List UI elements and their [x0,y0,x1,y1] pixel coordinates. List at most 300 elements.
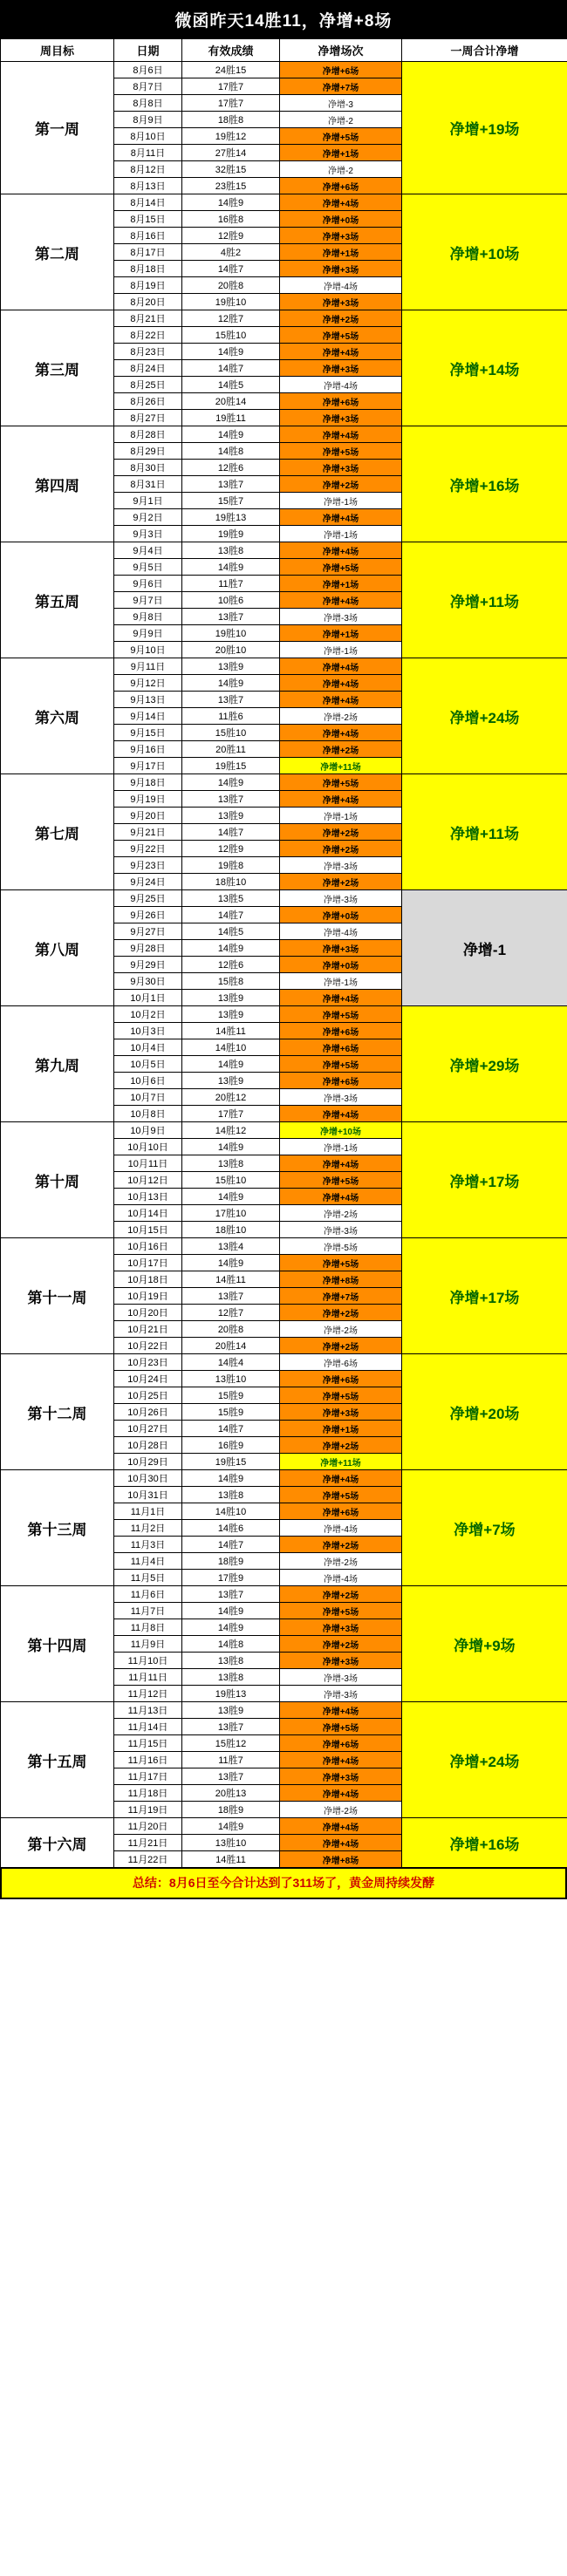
score-cell: 13胜7 [182,1768,280,1785]
net-change-cell: 净增+6场 [280,1023,402,1039]
score-cell: 14胜9 [182,774,280,791]
net-change-cell: 净增+6场 [280,1073,402,1089]
score-cell: 14胜9 [182,1603,280,1619]
score-cell: 14胜7 [182,1421,280,1437]
week-total-cell: 净增+10场 [402,194,567,310]
date-cell: 8月11日 [114,145,182,161]
table-row [1,1354,567,1371]
week-total-cell: 净增+24场 [402,1702,567,1818]
net-change-cell: 净增-3场 [280,857,402,874]
score-cell: 12胜6 [182,460,280,476]
date-cell: 9月11日 [114,658,182,675]
net-change-cell: 净增+2场 [280,1636,402,1653]
date-cell: 8月9日 [114,112,182,128]
date-cell: 10月17日 [114,1255,182,1271]
date-cell: 9月3日 [114,526,182,542]
date-cell: 8月22日 [114,327,182,344]
net-change-cell: 净增+4场 [280,344,402,360]
net-change-cell: 净增+1场 [280,576,402,592]
net-change-cell: 净增-4场 [280,1570,402,1586]
date-cell: 8月29日 [114,443,182,460]
date-cell: 10月10日 [114,1139,182,1155]
date-cell: 10月1日 [114,990,182,1006]
net-change-cell: 净增+2场 [280,310,402,327]
week-total-cell: 净增+14场 [402,310,567,426]
score-cell: 14胜7 [182,1537,280,1553]
score-cell: 14胜11 [182,1271,280,1288]
date-cell: 8月14日 [114,194,182,211]
week-label: 第四周 [1,426,114,542]
score-cell: 20胜12 [182,1089,280,1106]
net-change-cell: 净增+2场 [280,1305,402,1321]
net-change-cell: 净增-6场 [280,1354,402,1371]
net-change-cell: 净增+2场 [280,824,402,841]
table-row [1,542,567,559]
net-change-cell: 净增-3场 [280,1686,402,1702]
week-total-cell: 净增+11场 [402,542,567,658]
score-cell: 14胜9 [182,1139,280,1155]
date-cell: 8月8日 [114,95,182,112]
date-cell: 10月23日 [114,1354,182,1371]
week-label: 第十一周 [1,1238,114,1354]
date-cell: 10月30日 [114,1470,182,1487]
date-cell: 9月13日 [114,692,182,708]
net-change-cell: 净增+4场 [280,1818,402,1835]
week-label: 第七周 [1,774,114,890]
score-cell: 12胜9 [182,841,280,857]
score-cell: 14胜9 [182,344,280,360]
date-cell: 11月4日 [114,1553,182,1570]
date-cell: 9月5日 [114,559,182,576]
net-change-cell: 净增+5场 [280,559,402,576]
score-cell: 14胜9 [182,426,280,443]
date-cell: 8月12日 [114,161,182,178]
score-cell: 18胜9 [182,1553,280,1570]
score-cell: 17胜10 [182,1205,280,1222]
net-change-cell: 净增+6场 [280,62,402,78]
week-label: 第六周 [1,658,114,774]
date-cell: 10月28日 [114,1437,182,1454]
date-cell: 11月11日 [114,1669,182,1686]
net-change-cell: 净增+3场 [280,410,402,426]
score-cell: 18胜10 [182,874,280,890]
net-change-cell: 净增+0场 [280,211,402,228]
score-cell: 17胜7 [182,78,280,95]
net-change-cell: 净增-1场 [280,808,402,824]
date-cell: 10月31日 [114,1487,182,1503]
net-change-cell: 净增+8场 [280,1271,402,1288]
table-row [1,1818,567,1835]
date-cell: 11月15日 [114,1735,182,1752]
net-change-cell: 净增-2场 [280,1553,402,1570]
score-cell: 13胜8 [182,1653,280,1669]
date-cell: 8月17日 [114,244,182,261]
table-row [1,1586,567,1603]
net-change-cell: 净增+3场 [280,1619,402,1636]
net-change-cell: 净增-2场 [280,708,402,725]
score-cell: 13胜8 [182,1155,280,1172]
score-cell: 19胜10 [182,294,280,310]
net-change-cell: 净增+6场 [280,1039,402,1056]
date-cell: 10月11日 [114,1155,182,1172]
net-change-cell: 净增-2场 [280,1321,402,1338]
date-cell: 11月7日 [114,1603,182,1619]
date-cell: 10月19日 [114,1288,182,1305]
score-cell: 14胜9 [182,675,280,692]
score-cell: 14胜10 [182,1039,280,1056]
column-header-net: 净增场次 [280,39,402,62]
date-cell: 11月2日 [114,1520,182,1537]
score-cell: 19胜13 [182,509,280,526]
net-change-cell: 净增+4场 [280,692,402,708]
net-change-cell: 净增+5场 [280,1603,402,1619]
week-label: 第十二周 [1,1354,114,1470]
net-change-cell: 净增+0场 [280,957,402,973]
week-label: 第五周 [1,542,114,658]
net-change-cell: 净增+2场 [280,1437,402,1454]
date-cell: 9月28日 [114,940,182,957]
net-change-cell: 净增+6场 [280,393,402,410]
net-change-cell: 净增-3场 [280,890,402,907]
net-change-cell: 净增-4场 [280,277,402,294]
week-total-cell: 净增+17场 [402,1238,567,1354]
table-header [1,39,567,62]
score-cell: 16胜8 [182,211,280,228]
score-cell: 13胜7 [182,476,280,493]
date-cell: 9月29日 [114,957,182,973]
net-change-cell: 净增-1场 [280,973,402,990]
score-cell: 20胜11 [182,741,280,758]
net-change-cell: 净增+5场 [280,1719,402,1735]
date-cell: 9月8日 [114,609,182,625]
date-cell: 11月9日 [114,1636,182,1653]
net-change-cell: 净增+3场 [280,261,402,277]
score-cell: 32胜15 [182,161,280,178]
date-cell: 11月12日 [114,1686,182,1702]
score-cell: 19胜10 [182,625,280,642]
week-total-cell: 净增+9场 [402,1586,567,1702]
date-cell: 8月28日 [114,426,182,443]
score-cell: 13胜5 [182,890,280,907]
week-total-cell: 净增+17场 [402,1122,567,1238]
score-cell: 19胜12 [182,128,280,145]
net-change-cell: 净增+4场 [280,426,402,443]
date-cell: 10月20日 [114,1305,182,1321]
net-change-cell: 净增+4场 [280,1752,402,1768]
net-change-cell: 净增+5场 [280,128,402,145]
date-cell: 9月10日 [114,642,182,658]
table-row [1,774,567,791]
score-cell: 17胜7 [182,95,280,112]
date-cell: 11月22日 [114,1851,182,1868]
date-cell: 10月8日 [114,1106,182,1122]
net-change-cell: 净增-2 [280,112,402,128]
net-change-cell: 净增-3场 [280,1089,402,1106]
net-change-cell: 净增+3场 [280,1653,402,1669]
net-change-cell: 净增+10场 [280,1122,402,1139]
score-cell: 14胜9 [182,194,280,211]
score-cell: 14胜12 [182,1122,280,1139]
date-cell: 9月7日 [114,592,182,609]
score-cell: 11胜7 [182,1752,280,1768]
date-cell: 8月18日 [114,261,182,277]
score-cell: 11胜6 [182,708,280,725]
score-cell: 14胜4 [182,1354,280,1371]
column-header-date: 日期 [114,39,182,62]
net-change-cell: 净增+4场 [280,542,402,559]
date-cell: 11月18日 [114,1785,182,1802]
score-cell: 20胜8 [182,277,280,294]
date-cell: 8月6日 [114,62,182,78]
table-row [1,1122,567,1139]
week-total-cell: 净增+16场 [402,1818,567,1868]
net-change-cell: 净增+6场 [280,178,402,194]
net-change-cell: 净增+2场 [280,741,402,758]
date-cell: 11月10日 [114,1653,182,1669]
score-cell: 18胜8 [182,112,280,128]
net-change-cell: 净增-2 [280,161,402,178]
date-cell: 9月26日 [114,907,182,923]
net-change-cell: 净增+4场 [280,1106,402,1122]
date-cell: 9月2日 [114,509,182,526]
week-label: 第十六周 [1,1818,114,1868]
date-cell: 10月22日 [114,1338,182,1354]
net-change-cell: 净增+4场 [280,791,402,808]
net-change-cell: 净增-1场 [280,1139,402,1155]
date-cell: 9月14日 [114,708,182,725]
net-change-cell: 净增+6场 [280,1735,402,1752]
score-cell: 20胜10 [182,642,280,658]
date-cell: 10月13日 [114,1189,182,1205]
date-cell: 8月24日 [114,360,182,377]
net-change-cell: 净增+0场 [280,907,402,923]
date-cell: 10月15日 [114,1222,182,1238]
table-body [1,62,567,1868]
score-cell: 14胜7 [182,824,280,841]
score-cell: 13胜7 [182,1719,280,1735]
net-change-cell: 净增+5场 [280,443,402,460]
week-total-cell: 净增-1 [402,890,567,1006]
net-change-cell: 净增-3场 [280,1669,402,1686]
date-cell: 9月9日 [114,625,182,642]
week-total-cell: 净增+19场 [402,62,567,194]
date-cell: 8月25日 [114,377,182,393]
net-change-cell: 净增+3场 [280,294,402,310]
date-cell: 10月3日 [114,1023,182,1039]
date-cell: 11月21日 [114,1835,182,1851]
date-cell: 10月25日 [114,1387,182,1404]
date-cell: 8月21日 [114,310,182,327]
net-change-cell: 净增+5场 [280,1387,402,1404]
score-cell: 15胜7 [182,493,280,509]
net-change-cell: 净增-3 [280,95,402,112]
net-change-cell: 净增+4场 [280,592,402,609]
net-change-cell: 净增+2场 [280,1586,402,1603]
net-change-cell: 净增+4场 [280,1189,402,1205]
score-cell: 14胜11 [182,1851,280,1868]
date-cell: 9月17日 [114,758,182,774]
column-header-total: 一周合计净增 [402,39,567,62]
score-cell: 15胜9 [182,1404,280,1421]
week-label: 第十三周 [1,1470,114,1586]
date-cell: 11月1日 [114,1503,182,1520]
score-cell: 17胜9 [182,1570,280,1586]
score-cell: 12胜6 [182,957,280,973]
score-cell: 14胜6 [182,1520,280,1537]
score-cell: 13胜8 [182,542,280,559]
date-cell: 11月13日 [114,1702,182,1719]
net-change-cell: 净增-2场 [280,1802,402,1818]
net-change-cell: 净增+11场 [280,1454,402,1470]
score-cell: 14胜10 [182,1503,280,1520]
column-header-week: 周目标 [1,39,114,62]
net-change-cell: 净增+2场 [280,1338,402,1354]
net-change-cell: 净增+2场 [280,874,402,890]
date-cell: 10月18日 [114,1271,182,1288]
date-cell: 8月30日 [114,460,182,476]
date-cell: 10月5日 [114,1056,182,1073]
score-cell: 20胜14 [182,1338,280,1354]
page-title: 微函昨天14胜11，净增+8场 [0,0,567,38]
score-cell: 14胜7 [182,261,280,277]
score-cell: 20胜8 [182,1321,280,1338]
week-label: 第十五周 [1,1702,114,1818]
score-cell: 13胜8 [182,1669,280,1686]
date-cell: 9月18日 [114,774,182,791]
week-total-cell: 净增+20场 [402,1354,567,1470]
net-change-cell: 净增+5场 [280,1006,402,1023]
date-cell: 9月15日 [114,725,182,741]
score-cell: 12胜7 [182,1305,280,1321]
score-cell: 4胜2 [182,244,280,261]
score-cell: 13胜7 [182,1586,280,1603]
date-cell: 11月16日 [114,1752,182,1768]
net-change-cell: 净增-1场 [280,493,402,509]
score-cell: 13胜7 [182,692,280,708]
score-cell: 14胜9 [182,1470,280,1487]
date-cell: 9月19日 [114,791,182,808]
date-cell: 9月21日 [114,824,182,841]
net-change-cell: 净增+7场 [280,78,402,95]
score-cell: 13胜9 [182,1073,280,1089]
date-cell: 10月27日 [114,1421,182,1437]
score-cell: 20胜13 [182,1785,280,1802]
date-cell: 9月30日 [114,973,182,990]
date-cell: 9月12日 [114,675,182,692]
date-cell: 11月17日 [114,1768,182,1785]
score-cell: 13胜9 [182,1702,280,1719]
date-cell: 10月9日 [114,1122,182,1139]
net-change-cell: 净增+7场 [280,1288,402,1305]
week-total-cell: 净增+7场 [402,1470,567,1586]
table-row [1,658,567,675]
date-cell: 8月13日 [114,178,182,194]
date-cell: 10月14日 [114,1205,182,1222]
column-header-score: 有效成绩 [182,39,280,62]
date-cell: 10月29日 [114,1454,182,1470]
net-change-cell: 净增-1场 [280,526,402,542]
net-change-cell: 净增+4场 [280,990,402,1006]
week-total-cell: 净增+11场 [402,774,567,890]
net-change-cell: 净增+6场 [280,1503,402,1520]
date-cell: 11月8日 [114,1619,182,1636]
score-cell: 27胜14 [182,145,280,161]
date-cell: 9月24日 [114,874,182,890]
date-cell: 8月27日 [114,410,182,426]
score-cell: 19胜8 [182,857,280,874]
score-cell: 15胜10 [182,1172,280,1189]
score-cell: 12胜7 [182,310,280,327]
net-change-cell: 净增+3场 [280,1404,402,1421]
net-change-cell: 净增+1场 [280,244,402,261]
score-cell: 13胜7 [182,609,280,625]
score-cell: 12胜9 [182,228,280,244]
score-cell: 14胜9 [182,1255,280,1271]
net-change-cell: 净增-2场 [280,1205,402,1222]
score-cell: 19胜9 [182,526,280,542]
score-cell: 13胜9 [182,990,280,1006]
week-label: 第十周 [1,1122,114,1238]
score-cell: 13胜10 [182,1835,280,1851]
net-change-cell: 净增+4场 [280,194,402,211]
week-label: 第一周 [1,62,114,194]
table-row [1,62,567,78]
date-cell: 10月24日 [114,1371,182,1387]
net-change-cell: 净增-3场 [280,1222,402,1238]
date-cell: 9月1日 [114,493,182,509]
net-change-cell: 净增+11场 [280,758,402,774]
date-cell: 9月20日 [114,808,182,824]
table-row [1,1238,567,1255]
score-cell: 19胜15 [182,758,280,774]
date-cell: 9月22日 [114,841,182,857]
date-cell: 8月26日 [114,393,182,410]
summary-footer: 总结：8月6日至今合计达到了311场了，黄金周持续发酵 [0,1868,567,1899]
net-change-cell: 净增+1场 [280,145,402,161]
net-change-cell: 净增-4场 [280,377,402,393]
score-cell: 14胜11 [182,1023,280,1039]
score-cell: 14胜5 [182,923,280,940]
score-cell: 14胜9 [182,559,280,576]
score-cell: 14胜9 [182,1056,280,1073]
date-cell: 10月7日 [114,1089,182,1106]
date-cell: 10月12日 [114,1172,182,1189]
score-cell: 14胜5 [182,377,280,393]
date-cell: 8月16日 [114,228,182,244]
score-cell: 15胜10 [182,327,280,344]
date-cell: 8月7日 [114,78,182,95]
score-cell: 18胜10 [182,1222,280,1238]
date-cell: 9月25日 [114,890,182,907]
score-cell: 13胜9 [182,658,280,675]
table-row [1,1006,567,1023]
table-header-row [1,39,567,62]
score-cell: 15胜9 [182,1387,280,1404]
score-cell: 15胜12 [182,1735,280,1752]
date-cell: 10月4日 [114,1039,182,1056]
table-row [1,194,567,211]
date-cell: 11月5日 [114,1570,182,1586]
date-cell: 8月15日 [114,211,182,228]
date-cell: 8月20日 [114,294,182,310]
date-cell: 10月16日 [114,1238,182,1255]
net-change-cell: 净增+1场 [280,1421,402,1437]
score-cell: 13胜10 [182,1371,280,1387]
date-cell: 10月6日 [114,1073,182,1089]
score-cell: 14胜7 [182,360,280,377]
net-change-cell: 净增+2场 [280,476,402,493]
score-cell: 14胜9 [182,940,280,957]
